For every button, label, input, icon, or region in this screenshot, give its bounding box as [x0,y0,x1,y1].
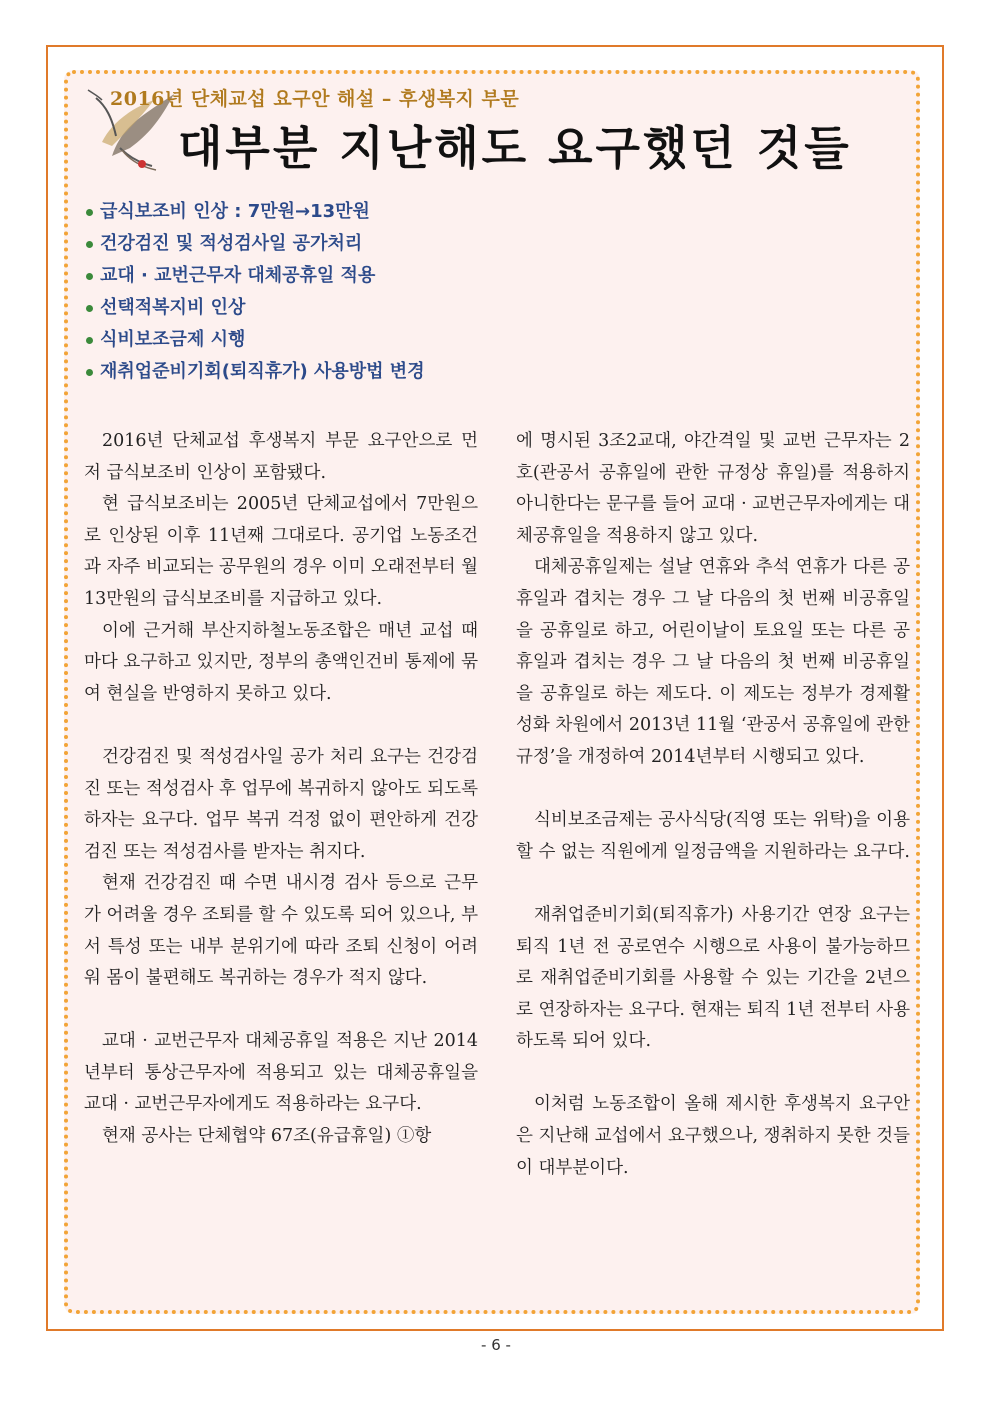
paragraph-gap [516,774,910,806]
paragraph: 현재 공사는 단체협약 67조(유급휴일) ①항 [102,1126,432,1147]
paragraph: 재취업준비기회(퇴직휴가) 사용기간 연장 요구는 퇴직 1년 전 공로연수 시행으로 사용이 불가능하므로 재취업준비기회를 사용할 수 있는 기간을 2년으로 연장하자는 요구다. 현재는 퇴직 1년 전부터 사용하도록 되어 있다. [516,904,910,1052]
page-title: 대부분 지난해도 요구했던 것들 [178,121,852,175]
list-item-text: 식비보조금제 시행 [100,329,246,350]
paragraph-gap [516,868,910,900]
article-right-column [516,426,910,1184]
list-item [86,356,425,388]
paragraph-gap [516,1058,910,1090]
paragraph: 이에 근거해 부산지하철노동조합은 매년 교섭 때마다 요구하고 있지만, 정부의 총액인건비 통제에 묶여 현실을 반영하지 못하고 있다. [84,620,478,704]
paragraph: 현재 건강검진 때 수면 내시경 검사 등으로 근무가 어려울 경우 조퇴를 할 수 있도록 되어 있으나, 부서 특성 또는 내부 분위기에 따라 조퇴 신청이 어려워 몸이 불편해도 복귀하는 경우가 적지 않다. [84,873,478,989]
paragraph: 교대 · 교번근무자 대체공휴일 적용은 지난 2014년부터 통상근무자에 적용되고 있는 대체공휴일을 교대 · 교번근무자에게도 적용하라는 요구다. [84,1031,478,1115]
list-item [86,228,425,260]
bullet-dot-icon [86,337,93,344]
bullet-dot-icon [86,241,93,248]
list-item [86,260,425,292]
bullet-dot-icon [86,305,93,312]
list-item-text: 건강검진 및 적성검사일 공가처리 [100,233,363,254]
list-item [86,324,425,356]
paragraph-gap [84,995,478,1027]
paragraph: 이처럼 노동조합이 올해 제시한 후생복지 요구안은 지난해 교섭에서 요구했으나, 쟁취하지 못한 것들이 대부분이다. [516,1094,910,1178]
bullet-dot-icon [86,209,93,216]
paragraph: 에 명시된 3조2교대, 야간격일 및 교번 근무자는 2호(관공서 공휴일에 관한 규정상 휴일)를 적용하지 아니한다는 문구를 들어 교대 · 교번근무자에게는 대체공휴일을 적용하지 않고 있다. [516,431,910,546]
bullet-dot-icon [86,369,93,376]
paragraph-gap [84,710,478,742]
list-item [86,292,425,324]
paragraph: 건강검진 및 적성검사일 공가 처리 요구는 건강검진 또는 적성검사 후 업무에 복귀하지 않아도 되도록 하자는 요구다. 업무 복귀 걱정 없이 편안하게 건강검진 또는 적성검사를 받자는 취지다. [84,746,478,862]
paragraph: 2016년 단체교섭 후생복지 부문 요구안으로 먼저 급식보조비 인상이 포함됐다. [84,431,478,483]
paragraph: 식비보조금제는 공사식당(직영 또는 위탁)을 이용할 수 없는 직원에게 일정금액을 지원하라는 요구다. [516,810,910,862]
paragraph: 대체공휴일제는 설날 연휴와 추석 연휴가 다른 공휴일과 겹치는 경우 그 날 다음의 첫 번째 비공휴일을 공휴일로 하고, 어린이날이 토요일 또는 다른 공휴일과 겹치는 경우 그 날 다음의 첫 번째 비공휴일을 공휴일로 하는 제도다. 이 제도는 정부가 경제활성화 차원에서 2013년 11월 ‘관공서 공휴일에 관한 규정’을 개정하여 2014년부터 시행되고 있다. [516,557,910,767]
list-item-text: 선택적복지비 인상 [100,297,246,318]
paragraph: 현 급식보조비는 2005년 단체교섭에서 7만원으로 인상된 이후 11년째 그대로다. 공기업 노동조건과 자주 비교되는 공무원의 경우 이미 오래전부터 월 13만원의 급식보조비를 지급하고 있다. [84,494,478,609]
section-subtitle: 2016년 단체교섭 요구안 해설 – 후생복지 부문 [110,88,520,110]
list-item [86,196,425,228]
summary-list [86,196,425,388]
article-left-column [84,426,478,1153]
bullet-dot-icon [86,273,93,280]
list-item-text: 교대 · 교번근무자 대체공휴일 적용 [100,265,376,286]
list-item-text: 재취업준비기회(퇴직휴가) 사용방법 변경 [100,361,425,382]
page-number: - 6 - [481,1336,511,1354]
list-item-text: 급식보조비 인상 : 7만원→13만원 [100,201,370,222]
